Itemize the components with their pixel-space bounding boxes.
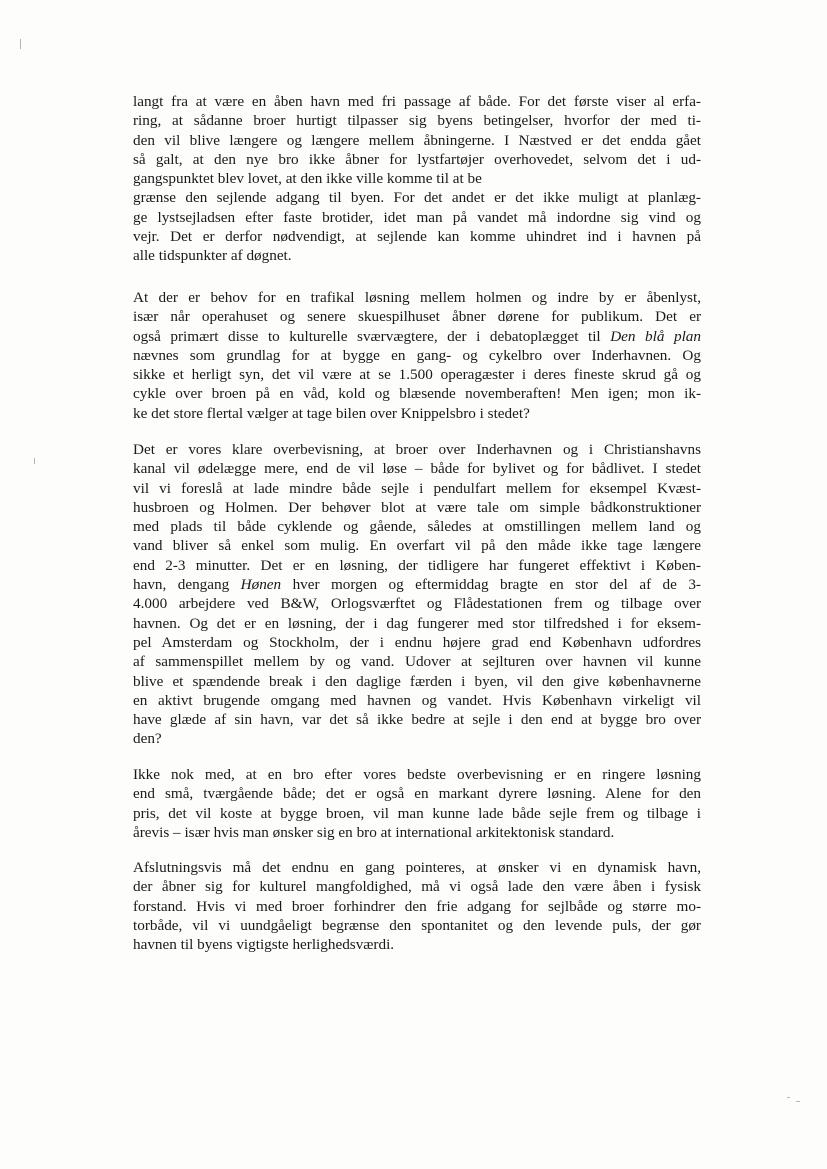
text-line: torbåde, vil vi uundgåeligt begrænse den spontanitet og den levende puls, der gør (133, 916, 701, 934)
text-line: så galt, at den nye bro ikke åbner for lystfartøjer overhovedet, selvom det i ud- (133, 150, 701, 168)
text-line: ge lystsejladsen efter faste brotider, idet man på vandet må indordne sig vind og (133, 208, 701, 226)
text-line (133, 575, 701, 594)
text-line: 4.000 arbejdere ved B&W, Orlogsværftet og Flådestationen frem og tilbage over (133, 595, 701, 613)
text-line: af sammenspillet mellem by og vand. Udover at sejlturen over havnen vil kunne (133, 653, 701, 671)
scan-speck (796, 1101, 800, 1102)
text-line: end små, tværgående både; det er også en markant dyrere løsning. Alene for den (133, 785, 701, 803)
text-line: havnen til byens vigtigste herlighedsværdi. (133, 936, 395, 954)
scan-speck (34, 458, 35, 464)
paragraph-ferry-proposal (133, 440, 701, 749)
text-segment: havn, dengang (133, 576, 241, 594)
paragraph-cost (133, 765, 701, 842)
text-line: der åbner sig for kulturel mangfoldighed, må vi også lade den være åben i fysisk (133, 878, 701, 896)
text-line: havnen. Og det er en løsning, der i dag fungerer med stor tilfredshed i for eksem- (133, 614, 701, 632)
text-line: især når operahuset og senere skuespilhuset åbner dørene for publikum. Det er (133, 308, 701, 326)
scan-speck (787, 1097, 790, 1098)
text-line: husbroen og Holmen. Der behøver blot at være tale om simple bådkonstruktioner (133, 498, 701, 516)
text-line: en aktivt brugende omgang med havnen og vandet. Hvis København virkeligt vil (133, 691, 701, 709)
text-line: Ikke nok med, at en bro efter vores bedste overbevisning er en ringere løsning (133, 766, 701, 783)
paragraph-conclusion (133, 858, 701, 954)
text-line: årevis – især hvis man ønsker sig en bro at international arkitektonisk standard. (133, 823, 615, 841)
text-line: den vil blive længere og længere mellem åbningerne. I Næstved er det endda gået (133, 131, 701, 149)
text-line: kanal vil ødelægge mere, end de vil løse – både for bylivet og for bådlivet. I stedet (133, 460, 701, 478)
paragraph-bridge-openings (133, 92, 701, 266)
text-line: grænse den sejlende adgang til byen. For det andet er det ikke muligt at planlæg- (133, 189, 701, 207)
text-line: Det er vores klare overbevisning, at broer over Inderhavnen og i Christianshavns (133, 441, 701, 458)
text-line: ke det store flertal vælger at tage bilen over Knippelsbro i stedet? (133, 404, 530, 422)
text-line: vejr. Det er derfor nødvendigt, at sejlende kan komme uhindret ind i havnen på (133, 228, 701, 246)
text-line: langt fra at være en åben havn med fri passage af både. For det første viser al erfa- (133, 93, 701, 110)
text-line: gangspunktet blev lovet, at den ikke ville komme til at be (133, 170, 482, 188)
text-segment: hver morgen og eftermiddag bragte en stor del af de 3- (281, 576, 701, 594)
text-segment: også primært disse to kulturelle sværvægtere, der i debatoplægget til (133, 327, 611, 345)
text-line: nævnes som grundlag for at bygge en gang- og cykelbro over Inderhavnen. Og (133, 346, 701, 364)
text-line: forstand. Hvis vi med broer forhindrer den frie adgang for sejlbåde og større mo- (133, 897, 701, 915)
text-line: sikke et herligt syn, det vil være at se 1.500 operagæster i deres fineste skrud gå og (133, 366, 701, 384)
text-line: Afslutningsvis må det endnu en gang pointeres, at ønsker vi en dynamisk havn, (133, 859, 701, 876)
text-line (133, 327, 701, 346)
scan-speck (20, 39, 21, 49)
text-line: have glæde af sin havn, var det så ikke bedre at sejle i den end at bygge bro over (133, 711, 701, 729)
text-line: alle tidspunkter af døgnet. (133, 247, 292, 265)
plan-title: Den blå plan (610, 327, 701, 345)
text-line: pris, det vil koste at bygge broen, vil man kunne lade både sejle frem og tilbage i (133, 804, 701, 822)
text-line: cykle over broen på en våd, kold og blæsende novemberaften! Men igen; mon ik- (133, 385, 701, 403)
text-line: med plads til både cyklende og gående, således at omstillingen mellem land og (133, 518, 701, 536)
paragraph-traffic-solution (133, 288, 701, 423)
text-line: ring, at sådanne broer hurtigt tilpasser sig byens betingelser, hvorfor der med ti- (133, 112, 701, 130)
text-line: end 2-3 minutter. Det er en løsning, der tidligere har fungeret effektivt i Køben- (133, 556, 701, 574)
text-line: blive et spændende break i den daglige færden i byen, vil den give københavnerne (133, 672, 701, 690)
ship-name: Hønen (240, 576, 282, 594)
text-line: vand bliver så enkel som mulig. En overfart vil på den måde ikke tage længere (133, 537, 701, 555)
text-line: pel Amsterdam og Stockholm, der i endnu højere grad end København udfordres (133, 633, 701, 651)
text-line: den? (133, 730, 162, 748)
text-line: vil vi foreslå at lade mindre både sejle i pendulfart mellem for eksempel Kvæst- (133, 479, 701, 497)
text-line: At der er behov for en trafikal løsning mellem holmen og indre by er åbenlyst, (133, 289, 701, 306)
